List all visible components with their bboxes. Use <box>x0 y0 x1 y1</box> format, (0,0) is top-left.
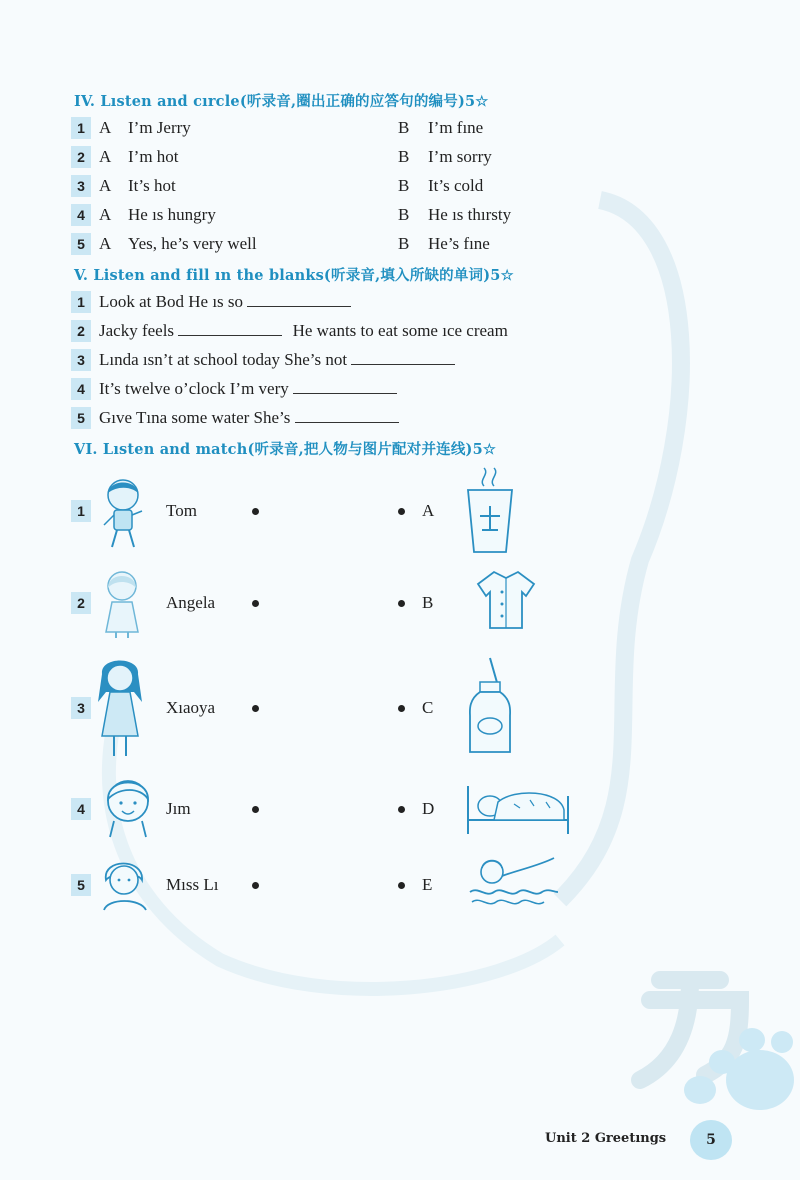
picture-connect-dot[interactable] <box>398 882 405 889</box>
answer-blank[interactable] <box>178 320 282 336</box>
item-number: 2 <box>71 146 91 168</box>
option-b-text: I’m fıne <box>428 118 484 137</box>
option-b-text: It’s cold <box>428 176 484 195</box>
picture-letter: C <box>422 698 434 717</box>
item-number: 1 <box>71 291 91 313</box>
item-number: 4 <box>71 378 91 400</box>
picture-connect-dot[interactable] <box>398 600 405 607</box>
item-number: 3 <box>71 349 91 371</box>
item-number: 5 <box>71 233 91 255</box>
picture-connect-dot[interactable] <box>398 508 405 515</box>
jacket-icon <box>476 568 536 632</box>
option-a-text: I’m hot <box>128 147 179 166</box>
footer-unit-title: Unit 2 Greetıngs <box>545 1131 667 1146</box>
item-number: 5 <box>71 407 91 429</box>
swimming-icon <box>468 852 560 910</box>
woman-icon <box>98 852 152 912</box>
person-name: Angela <box>166 593 216 612</box>
option-b-label: B <box>398 205 410 224</box>
boy-icon <box>98 475 148 553</box>
circle-item-3 <box>0 175 800 199</box>
item-number: 4 <box>71 204 91 226</box>
girl-icon <box>100 568 144 640</box>
option-a-text: It’s hot <box>128 176 176 195</box>
person-connect-dot[interactable] <box>252 705 259 712</box>
sentence-text: Lında ısn’t at school today She’s not <box>99 350 348 369</box>
blank-item-4 <box>0 378 800 402</box>
sentence-text-after: He wants to eat some ıce cream <box>292 321 508 340</box>
section-6-title: VI. Lısten and match(听录音,把人物与图片配对并连线)5☆ <box>74 441 497 458</box>
blank-item-1 <box>0 291 800 315</box>
blank-item-2 <box>0 320 800 344</box>
item-number: 3 <box>71 175 91 197</box>
picture-letter: E <box>422 875 433 894</box>
circle-item-4 <box>0 204 800 228</box>
item-number: 2 <box>71 592 91 614</box>
item-number: 1 <box>71 500 91 522</box>
option-a-label: A <box>99 234 112 253</box>
page-number: 5 <box>690 1120 732 1160</box>
person-connect-dot[interactable] <box>252 882 259 889</box>
girl-with-pigtails-icon <box>96 652 144 762</box>
picture-letter: A <box>422 501 435 520</box>
option-a-label: A <box>99 147 112 166</box>
picture-connect-dot[interactable] <box>398 806 405 813</box>
picture-connect-dot[interactable] <box>398 705 405 712</box>
item-number: 2 <box>71 320 91 342</box>
person-name: Tom <box>166 501 197 520</box>
option-b-label: B <box>398 176 410 195</box>
sleeping-in-bed-icon <box>464 780 574 836</box>
answer-blank[interactable] <box>351 349 455 365</box>
circle-item-5 <box>0 233 800 257</box>
answer-blank[interactable] <box>293 378 397 394</box>
answer-blank[interactable] <box>295 407 399 423</box>
person-name: Mıss Lı <box>166 875 219 894</box>
option-b-text: He ıs thırsty <box>428 205 512 224</box>
circle-item-1 <box>0 117 800 141</box>
blank-item-5 <box>0 407 800 431</box>
option-b-text: I’m sorry <box>428 147 492 166</box>
item-number: 4 <box>71 798 91 820</box>
person-name: Xıaoya <box>166 698 216 717</box>
blank-item-3 <box>0 349 800 373</box>
option-b-text: He’s fıne <box>428 234 490 253</box>
hot-drink-cup-icon <box>464 466 516 556</box>
person-name: Jım <box>166 799 191 818</box>
section-4-title: IV. Lısten and cırcle(听录音,圈出正确的应答句的编号)5☆ <box>74 93 489 110</box>
person-connect-dot[interactable] <box>252 600 259 607</box>
option-a-label: A <box>99 205 112 224</box>
option-a-text: Yes, he’s very well <box>128 234 257 253</box>
option-a-text: I’m Jerry <box>128 118 191 137</box>
option-b-label: B <box>398 234 410 253</box>
person-connect-dot[interactable] <box>252 508 259 515</box>
item-number: 1 <box>71 117 91 139</box>
answer-blank[interactable] <box>247 291 351 307</box>
sentence-text: It’s twelve o’clock I’m very <box>99 379 289 398</box>
option-b-label: B <box>398 147 410 166</box>
circle-item-2 <box>0 146 800 170</box>
picture-letter: D <box>422 799 435 818</box>
section-5-title: V. Listen and fill ın the blanks(听录音,填入所缺的单词)5☆ <box>74 267 514 284</box>
option-a-label: A <box>99 118 112 137</box>
option-b-label: B <box>398 118 410 137</box>
boy-icon <box>102 773 154 839</box>
item-number: 5 <box>71 874 91 896</box>
picture-letter: B <box>422 593 434 612</box>
item-number: 3 <box>71 697 91 719</box>
sentence-text: Look at Bod He ıs so <box>99 292 244 311</box>
sentence-text: Jacky feels <box>99 321 175 340</box>
option-a-label: A <box>99 176 112 195</box>
person-connect-dot[interactable] <box>252 806 259 813</box>
milk-bottle-icon <box>466 656 514 758</box>
option-a-text: He ıs hungry <box>128 205 216 224</box>
sentence-text: Gıve Tına some water She’s <box>99 408 291 427</box>
